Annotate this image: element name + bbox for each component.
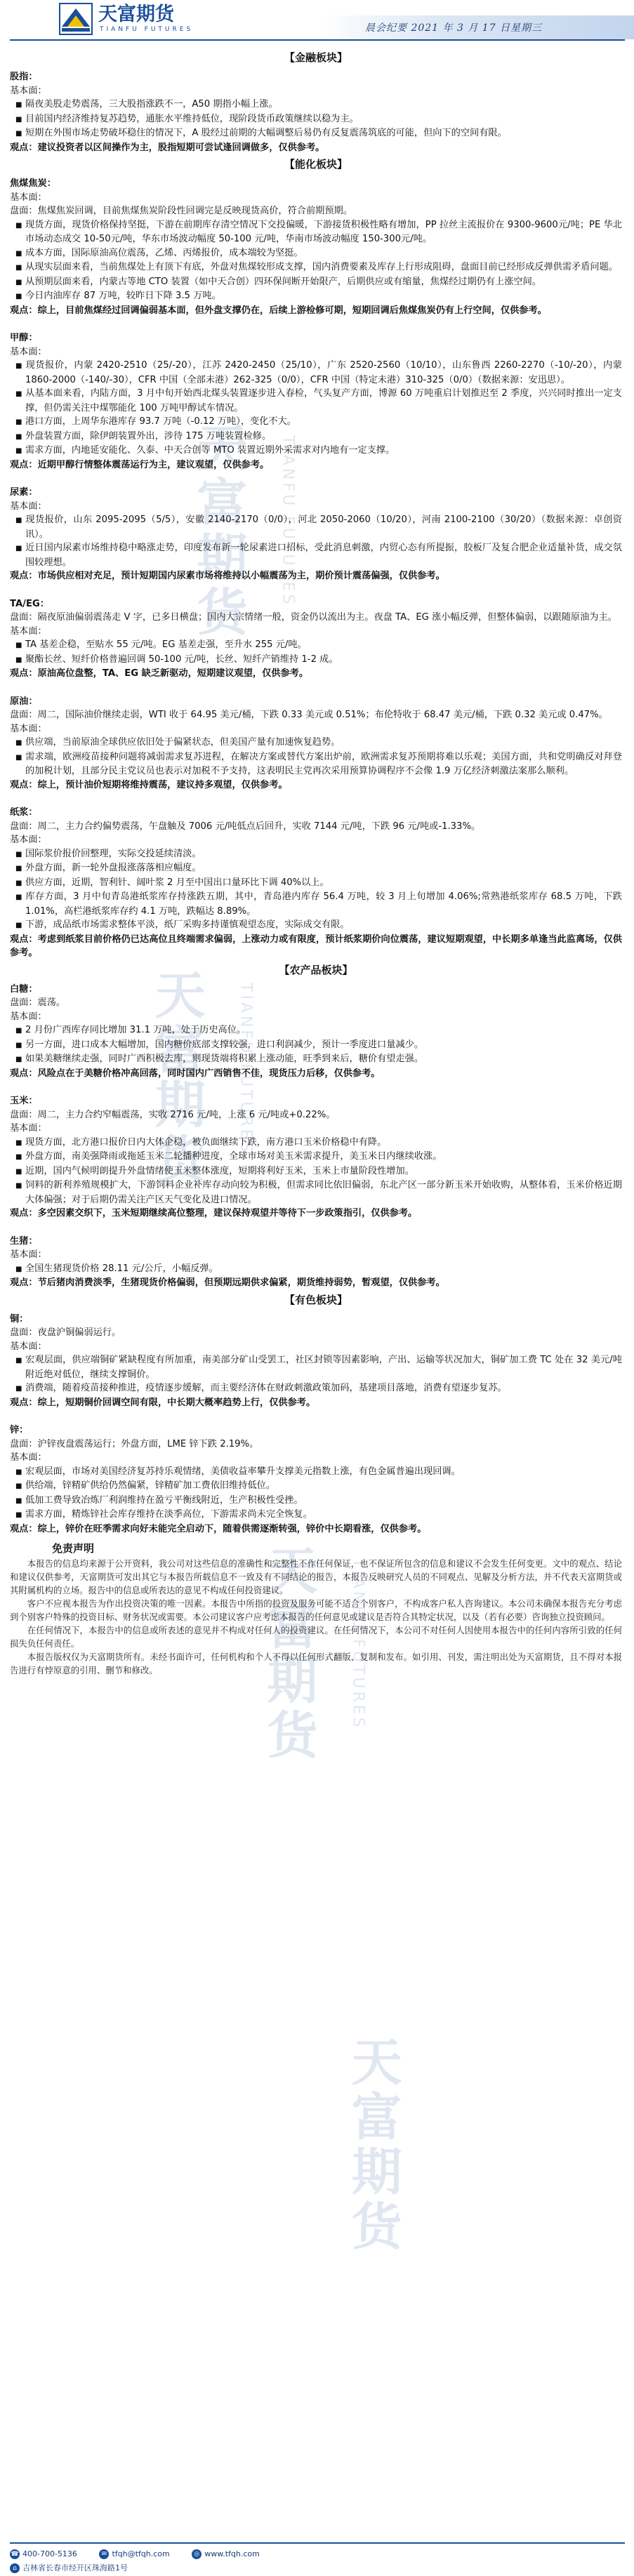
- header-divider: [10, 39, 625, 41]
- view-text: 综上，短期铜价回调空间有限，中长期大概率趋势上行，仅供参考。: [37, 1397, 316, 1408]
- item-title-urea: 尿素：: [10, 487, 38, 498]
- location-icon: ⌂: [10, 2563, 20, 2573]
- view-text: 多空因素交织下，玉米短期继续高位整理，建议保持观望并等待下一步政策指引，仅供参考。: [37, 1208, 418, 1219]
- view-text: 综上，锌价在旺季需求向好未能完全启动下，随着供需逐渐转强，锌价中长期看涨，仅供参考。: [37, 1523, 427, 1534]
- view-paragraph: [10, 667, 622, 681]
- footer-divider: [10, 2542, 625, 2544]
- bullet-item: ■ 现货方面，现货价格保持坚挺，下游在前期库存清空情况下交投偏暖，下游接货积极性略有增加，PP 拉丝主流报价在 9300-9600元/吨；PE 华北市场动态成交 10-50元/吨，华东市场波动幅度 50-100 元/吨，华南市场波动幅度 150-300元/吨。: [10, 218, 622, 246]
- bullet-item: ■ 宏观层面，市场对美国经济复苏持乐观情绪，美债收益率攀升支撑美元指数上涨，有色金属普遍出现回调。: [10, 1465, 622, 1480]
- view-paragraph: [10, 1276, 622, 1290]
- item-title-ta-eg: TA/EG：: [10, 598, 50, 609]
- item-title-coke: 焦煤焦炭：: [10, 178, 56, 189]
- basic-label: 基本面：: [10, 723, 47, 734]
- company-logo-icon: [59, 3, 93, 35]
- view-text: 市场供应相对充足，预计短期国内尿素市场将维持以小幅震荡为主，期价预计震荡偏强，仅供参考。: [37, 571, 445, 581]
- bullet-item: ■ 聚酯长丝、短纤价格普遍回调 50-100 元/吨，长丝、短纤产销维持 1-2 成。: [10, 653, 622, 668]
- disclaimer-paragraph: 本报告版权仅为天富期货所有。未经书面许可，任何机构和个人不得以任何形式翻版、复制和发布。如引用、刊发，需注明出处为天富期货，且不得对本报告进行有悖原意的引用、删节和修改。: [10, 1652, 622, 1675]
- bullet-item: ■ 现货报价，内蒙 2420-2510（25/-20），江苏 2420-2450（25/10），广东 2520-2560（10/10），山东鲁西 2260-2270（-10/-20），内蒙 1860-2000（-140/-30），CFR 中国（全部未港）262-325（0/0），CFR 中国（特定未港）310-325（0/0）（数据来源：安迅思）。: [10, 359, 622, 387]
- bullet-item: ■ 成本方面，国际原油高位震荡，乙烯、丙烯报价，成本端较为坚挺。: [10, 246, 622, 261]
- watermark-cn: 天富期货: [258, 1544, 318, 1763]
- market-paragraph: 盘面：焦煤焦炭回调，目前焦煤焦炭阶段性回调完是反映现货高价，符合前期预期。: [10, 206, 352, 216]
- market-paragraph: 盘面：周二，主力合约偏势震荡，午盘触及 7006 元/吨低点后回升，实收 7144 元/吨，下跌 96 元/吨或-1.33%。: [10, 821, 481, 832]
- bullet-item: ■ 从现实层面来看，当前焦煤处上有顶下有底，外盘对焦煤较形成支撑，国内消费要素及库存上行形成阻碍，盘面目前已经形成反弹供需矛盾问题。: [10, 260, 622, 275]
- bullet-item: ■ 饲料的新利养殖规模扩大，下游饲料企业补库存动向较为积极，但需求同比依旧偏弱，东北产区一部分新玉米开始收购，从整体看，玉米价格近期大体偏强；对于后期仍需关注产区天气变化及进口情况。: [10, 1179, 622, 1207]
- section-title-energy: 【能化板块】: [284, 158, 348, 171]
- watermark-cn: 天富期货: [343, 2036, 402, 2255]
- view-paragraph: [10, 933, 622, 960]
- view-paragraph: [10, 141, 622, 155]
- bullet-item: ■ 供给端，锌精矿供给仍然偏紧，锌精矿加工费依旧维持低位。: [10, 1479, 622, 1494]
- view-label: 观点：: [10, 1068, 38, 1079]
- footer-phone-text: 400-700-5136: [22, 2549, 77, 2558]
- section-title-finance: 【金融板块】: [284, 51, 348, 64]
- basic-label: 基本面：: [10, 192, 47, 203]
- bullet-item: ■ 外盘方面，新一轮外盘报涨落落相应幅度。: [10, 861, 622, 876]
- globe-icon: ◎: [192, 2549, 202, 2559]
- bullet-item: ■ 如果美糖继续走强，同时广西积极去库，则现货端将积累上涨动能，旺季到来后，糖价有望走强。: [10, 1052, 622, 1067]
- bullet-item: ■ 全国生猪现货价格 28.11 元/公斤，小幅反弹。: [10, 1262, 622, 1277]
- bullet-item: ■ 下游，成品纸市场需求整体平淡，纸厂采购多持谨慎观望态度，实际成交有限。: [10, 918, 622, 933]
- view-text: 节后猪肉消费淡季，生猪现货价格偏弱，但预期远期供求偏紧，期货维持弱势，暂观望，仅供参考。: [37, 1277, 445, 1288]
- section-title-agri: 【农产品板块】: [279, 963, 353, 976]
- bullet-item: ■ 近期，国内气候明朗提升外盘情绪使玉米整体涨度，短期将利好玉米，玉米上市量阶段性增加。: [10, 1164, 622, 1179]
- bullet-item: ■ 外盘装置方面，除伊朗装置外出，涉待 175 万吨装置检修。: [10, 430, 622, 444]
- footer-phone: [10, 2548, 77, 2561]
- item-title-copper: 铜：: [10, 1313, 29, 1324]
- view-label: 观点：: [10, 1397, 38, 1408]
- basic-label: 基本面：: [10, 835, 47, 845]
- disclaimer-paragraph: 在任何情况下，本报告中的信息或所表述的意见并不构成对任何人的投资建议。在任何情况下，本公司不对任何人因使用本报告中的任何内容所引致的任何损失负任何责任。: [10, 1625, 622, 1649]
- bullet-item: ■ 消费端，随着疫苗接种推进，疫情逐步缓解，而主要经济体在财政刺激政策加码，基建项目落地，消费有望逐步复苏。: [10, 1381, 622, 1396]
- item-title-sugar: 白糖：: [10, 983, 38, 995]
- view-paragraph: [10, 778, 622, 792]
- bullet-item: ■ 需求端，欧洲疫苗接种问题将减弱需求复苏进程，在解决方案或替代方案出炉前，欧洲需求复苏预期将难以乐观；美国方面，共和党明确反对拜登的加税计划，且部分民主党议员也表示对加税不予支持，这表明民主党再次采用预算协调程序不会像 1.9 万亿经济刺激法案那么顺利。: [10, 750, 622, 778]
- basic-label: 基本面：: [10, 346, 47, 357]
- disclaimer-paragraph: 本报告的信息均来源于公开资料，我公司对这些信息的准确性和完整性不作任何保证，也不保证所包含的信息和建议不会发生任何变更。文中的观点、结论和建议仅供参考，天富期货可发出其它与本报告所载信息不一致及有不同结论的报告，本报告反映研究人员的不同观点、见解及分析方法，并不代表天富期货或其附属机构的立场。报告中的信息或所表达的意见不构成任何投资建议。: [10, 1558, 622, 1595]
- bullet-item: ■ 近日国内尿素市场维持稳中略涨走势，印度发布新一轮尿素进口招标，受此消息刺激，内贸心态有所提振，胶板厂及复合肥企业适量补货，成交氛围较理想。: [10, 541, 622, 569]
- phone-icon: ☎: [11, 2551, 19, 2558]
- basic-label: 基本面：: [10, 1452, 47, 1463]
- view-label: 观点：: [10, 668, 38, 679]
- view-label: 观点：: [10, 142, 38, 153]
- bullet-item: ■ 国际浆价报价回整理，实际交投延续清淡。: [10, 847, 622, 862]
- watermark-en: TIANFU FUTURES: [349, 1558, 367, 1730]
- footer-email[interactable]: [99, 2548, 169, 2561]
- view-text: 综上，预计油价短期将维持震荡，建议持多观望，仅供参考。: [37, 779, 288, 790]
- item-title-pulp: 纸浆：: [10, 807, 38, 818]
- view-label: 观点：: [10, 934, 38, 945]
- basic-label: 基本面：: [10, 1011, 47, 1022]
- bullet-item: ■ 港口方面，上周华东港库存 93.7 万吨（-0.12 万吨），变化不大。: [10, 415, 622, 430]
- watermark: [343, 2036, 402, 2255]
- view-text: 考虑到纸浆目前价格仍已达高位且终端需求偏弱，上涨动力或有限度，预计纸浆期价向位震荡，建议短期观望，中长期多单逢当此监离场，仅供参考。: [10, 934, 622, 958]
- footer-website-text[interactable]: www.tfqh.com: [204, 2549, 260, 2558]
- market-paragraph: 盘面：沪锌夜盘震荡运行；外盘方面，LME 锌下跌 2.19%。: [10, 1438, 259, 1449]
- basic-label: 基本面：: [10, 85, 47, 96]
- view-label: 观点：: [10, 571, 38, 581]
- page-header: [0, 0, 634, 39]
- footer-website[interactable]: [192, 2548, 260, 2561]
- bullet-item: ■ 今日内油库存 87 万吨，较昨日下降 3.5 万吨。: [10, 289, 622, 304]
- basic-label: 基本面：: [10, 1249, 47, 1260]
- watermark-cn: 天富期货: [146, 969, 206, 1188]
- basic-label: 基本面：: [10, 625, 47, 637]
- market-paragraph: 盘面：周二，主力合约窄幅震荡，实收 2716 元/吨，上涨 6 元/吨或+0.22%。: [10, 1109, 336, 1120]
- item-title-corn: 玉米：: [10, 1096, 38, 1106]
- report-date: 晨会纪要 2021 年 3 月 17 日星期三: [365, 22, 543, 34]
- watermark-en: TIANFU FUTURES: [279, 435, 297, 607]
- market-paragraph: 盘面：震荡。: [10, 997, 66, 1008]
- watermark-cn: 天富期货: [188, 421, 248, 640]
- item-title-stock: 股指：: [10, 72, 38, 82]
- view-label: 观点：: [10, 305, 38, 316]
- view-paragraph: [10, 1207, 622, 1221]
- bullet-item: ■ 另一方面，进口成本大幅增加，国内糖价底部支撑较强，进口利润减少，预计一季度进口量减少。: [10, 1038, 622, 1053]
- item-title-methanol: 甲醇：: [10, 333, 38, 343]
- view-paragraph: [10, 569, 622, 583]
- logo-english-text: TIANFU FUTURES: [100, 26, 194, 33]
- bullet-item: ■ 宏观层面，供应端铜矿紧缺程度有所加重，南美部分矿山受罢工，社区封锁等因素影响，产出、运输等状况加大，铜矿加工费 TC 处在 32 美元/吨附近绝对低位，继续支撑铜价。: [10, 1353, 622, 1381]
- item-title-crude: 原油：: [10, 696, 38, 707]
- bullet-item: ■ 现货方面，北方港口报价日内大体企稳，被负面继续下跌，南方港口玉米价格稳中有降。: [10, 1136, 622, 1150]
- view-label: 观点：: [10, 1277, 38, 1288]
- basic-label: 基本面：: [10, 1341, 47, 1352]
- bullet-item: ■ 短期在外围市场走势破坏稳住的情况下，A 股经过前期的大幅调整后易仍有反复震荡筑底的可能，但向下的空间有限。: [10, 126, 622, 141]
- logo-chinese-text: 天富期货: [98, 4, 174, 25]
- view-text: 近期甲醇行情整体震荡运行为主，建议观望，仅供参考。: [37, 459, 270, 470]
- item-title-zinc: 锌：: [10, 1425, 29, 1435]
- view-label: 观点：: [10, 1208, 38, 1219]
- bullet-item: ■ 供应端，当前原油全球供应依旧处于偏紧状态，但美国产量有加速恢复趋势。: [10, 736, 622, 750]
- watermark-en: TIANFU FUTURES: [237, 983, 255, 1155]
- bullet-item: ■ 需求方面，精炼锌社会库存维持在淡季高位，下游需求尚未完全恢复。: [10, 1508, 622, 1522]
- bullet-item: ■ 从预期层面来看，内蒙古等地 CTO 装置（如中天合创）四环保间断开始限产，后期供应或有缩量，焦煤经过期仍有上涨空间。: [10, 275, 622, 290]
- view-label: 观点：: [10, 1523, 38, 1534]
- bullet-item: ■ 低加工费导致冶炼厂利润维持在盈亏平衡线附近，生产积极性受挫。: [10, 1494, 622, 1508]
- bullet-item: ■ 供应方面，近期，智利针、阔叶浆 2 月至中国出口量环比下调 40%以上。: [10, 876, 622, 891]
- basic-label: 基本面：: [10, 1123, 47, 1134]
- view-text: 建议投资者以区间操作为主，股指短期可尝试逢回调做多，仅供参考。: [37, 142, 325, 153]
- basic-label: 基本面：: [10, 500, 47, 512]
- view-paragraph: [10, 1396, 622, 1410]
- view-label: 观点：: [10, 459, 38, 470]
- page-footer: [10, 2542, 625, 2576]
- item-title-hog: 生猪：: [10, 1235, 38, 1247]
- footer-address-row: [10, 2562, 625, 2575]
- bullet-item: ■ 外盘方面，南美强降雨或拖延玉米二轮播种进度，全球市场对美玉米需求提升，美玉米日内继续收涨。: [10, 1150, 622, 1164]
- view-paragraph: [10, 304, 622, 318]
- market-paragraph: 盘面：周二，国际油价继续走弱，WTI 收于 64.95 美元/桶，下跌 0.33 美元或 0.51%；布伦特收于 68.47 美元/桶，下跌 0.32 美元或 0.47%。: [10, 710, 608, 720]
- view-paragraph: [10, 1522, 622, 1536]
- report-content: [10, 48, 622, 1677]
- disclaimer-paragraph: 客户不应视本报告为作出投资决策的唯一因素。本报告中所指的投资及服务可能不适合个别客户，不构成客户私人咨询建议。本公司未确保本报告充分考虑到个别客户特殊的投资目标、财务状况或需要。本公司建议客户应考虑本报告的任何意见或建议是否符合其特定状况，以及（若有必要）咨询独立投资顾问。: [10, 1598, 622, 1622]
- footer-email-text[interactable]: tfqh@tfqh.com: [112, 2549, 170, 2558]
- footer-contacts: [10, 2548, 625, 2561]
- disclaimer-section: [10, 1540, 622, 1677]
- email-icon: ✉: [99, 2549, 109, 2559]
- section-title-metals: 【有色板块】: [284, 1293, 348, 1306]
- bullet-item: ■ 库存方面，3 月中旬青岛港纸浆库存持涨跌五期，其中，青岛港内库存 56.4 万吨，较 3 月上旬增加 4.06%;常熟港纸浆库存 68.5 万吨，下跌 1.01%，高栏港纸浆库存约 4.1 万吨，跌幅达 8.89%。: [10, 890, 622, 918]
- market-paragraph: 盘面：隔夜原油偏弱震荡走 V 字，已多日横盘；国内大宗情绪一般，资金仍以流出为主。夜盘 TA、EG 涨小幅反弹，但整体偏弱，以跟随原油为主。: [10, 612, 617, 623]
- footer-address-text: 吉林省长春市经开区珠海路1号: [22, 2563, 128, 2572]
- view-text: 综上，目前焦煤经过回调偏弱基本面，但外盘支撑仍在，后续上游检修可期，短期回调后焦煤焦炭仍有上行空间，仅供参考。: [37, 305, 547, 316]
- bullet-item: ■ 隔夜美股走势震荡，三大股指涨跌不一，A50 期指小幅上涨。: [10, 98, 622, 112]
- view-paragraph: [10, 458, 622, 472]
- bullet-item: ■ 目前国内经济维持复苏趋势，通胀水平维持低位，现阶段货币政策继续以稳为主。: [10, 112, 622, 127]
- view-text: 风险点在于美糖价格冲高回落，同时国内广西销售不佳，现货压力后移，仅供参考。: [37, 1068, 381, 1079]
- bullet-item: ■ 从基本面来看，内陆方面，3 月中旬开始西北煤头装置逐步进入春检，气头复产方面，博源 60 万吨重启计划推迟至 2 季度，兴兴同时推出一定支撑，但仍需关注中煤鄂能化 100 万吨甲醇试车情况。: [10, 387, 622, 415]
- bullet-item: ■ 2 月份广西库存同比增加 31.1 万吨，处于历史高位。: [10, 1023, 622, 1038]
- market-paragraph: 盘面：夜盘沪铜偏弱运行。: [10, 1327, 121, 1338]
- disclaimer-title: 免责声明: [52, 1542, 95, 1555]
- view-paragraph: [10, 1067, 622, 1081]
- view-text: 原油高位盘整，TA、EG 缺乏新驱动，短期建议观望，仅供参考。: [37, 668, 309, 679]
- view-label: 观点：: [10, 779, 38, 790]
- bullet-item: ■ TA 基差企稳，至贴水 55 元/吨。EG 基差走强，至升水 255 元/吨。: [10, 638, 622, 653]
- bullet-item: ■ 现货报价，山东 2095-2095（5/5），安徽 2140-2170（0/0），河北 2050-2060（10/20），河南 2100-2100（30/20）（数据来源：卓创资讯）。: [10, 513, 622, 541]
- bullet-item: ■ 需求方面，内地延安能化、久泰、中天合创等 MTO 装置近期外采需求对内地有一定支撑。: [10, 444, 622, 458]
